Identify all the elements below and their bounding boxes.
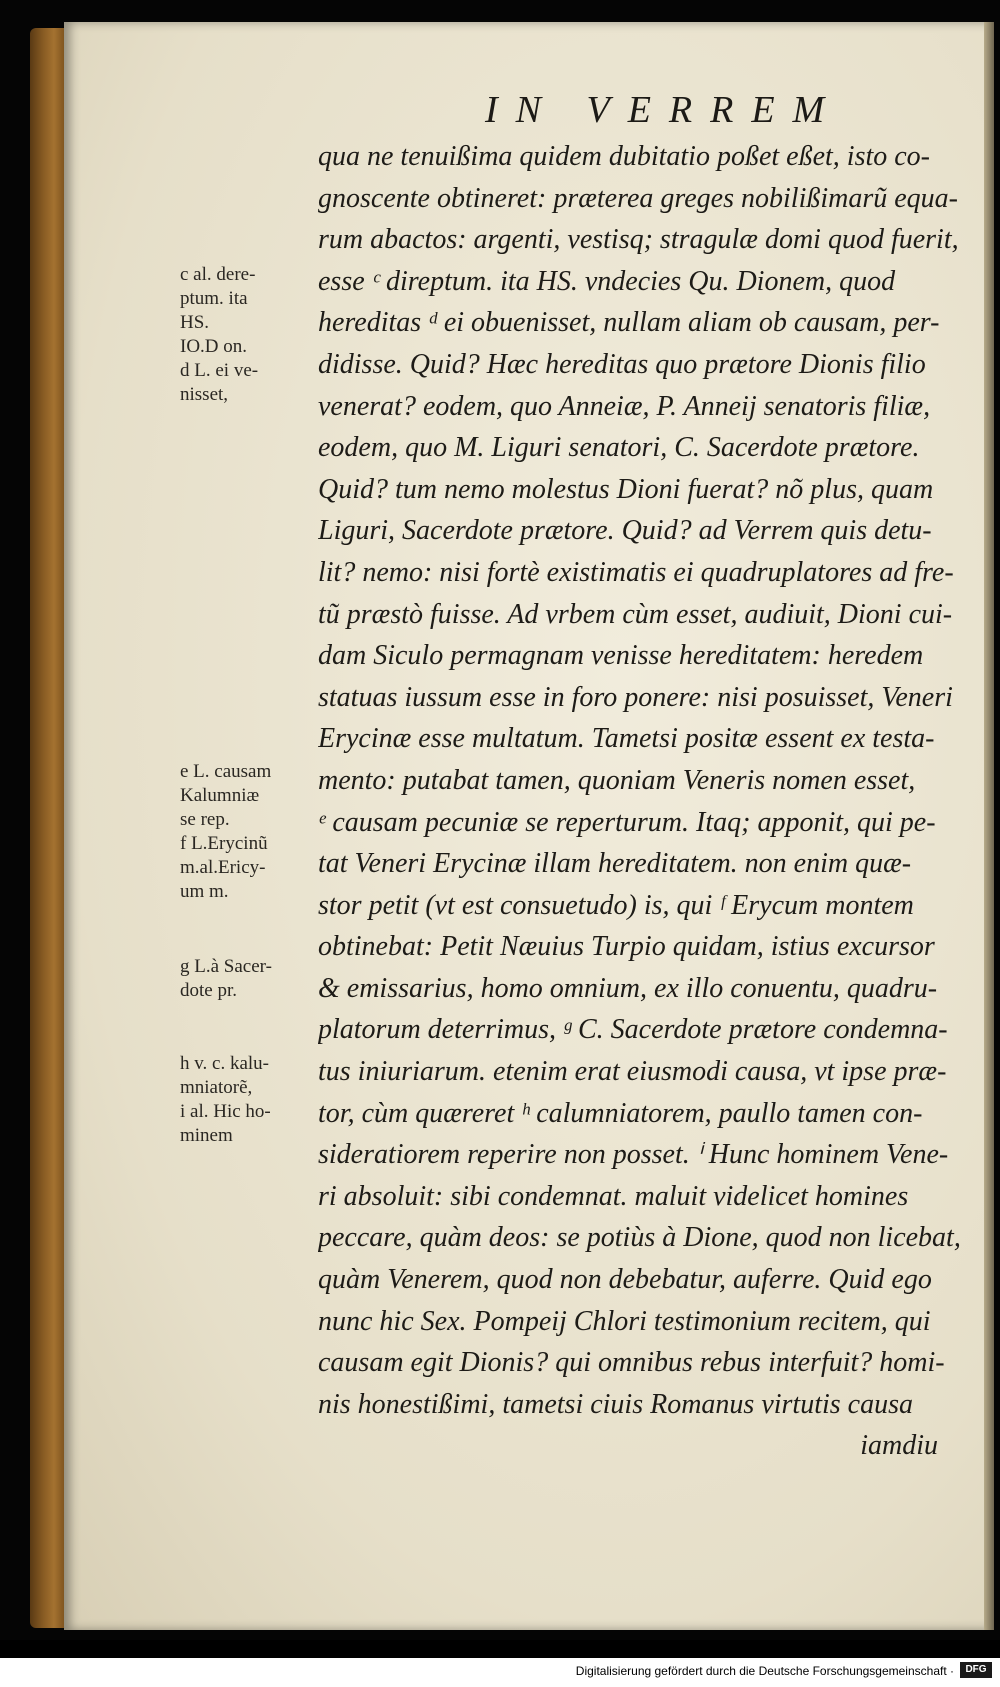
- text-line: causam egit Dionis? qui omnibus rebus interfuit? homi-: [318, 1347, 945, 1379]
- margin-note-line: dote pr.: [180, 980, 237, 1001]
- text-line: hereditas ᵈ ei obuenisset, nullam aliam ob causam, per-: [318, 307, 940, 339]
- text-line: tus iniuriarum. etenim erat eiusmodi causa, vt ipse præ-: [318, 1056, 947, 1088]
- text-line: tũ præstò fuisse. Ad vrbem cùm esset, audiuit, Dioni cui-: [318, 598, 953, 630]
- margin-note-h-i: [180, 1052, 330, 1148]
- margin-note-line: IO.D on.: [180, 336, 248, 357]
- text-line: nis honestißimi, tametsi ciuis Romanus virtutis causa: [318, 1388, 913, 1420]
- margin-note-line: m.al.Ericy-: [180, 857, 266, 878]
- text-line: Erycinæ esse multatum. Tametsi positæ essent ex testa-: [318, 723, 935, 755]
- text-line: mento: putabat tamen, quoniam Veneris nomen esset,: [318, 764, 916, 796]
- text-line: rum abactos: argenti, vestisq; stragulæ domi quod fuerit,: [318, 224, 959, 256]
- running-head: IN VERREM: [485, 89, 843, 131]
- margin-note-g: [180, 955, 330, 1003]
- margin-note-line: minem: [180, 1125, 233, 1146]
- text-line: obtinebat: Petit Næuius Turpio quidam, istius excursor: [318, 931, 935, 963]
- text-line: ᵉ causam pecuniæ se reperturum. Itaq; apponit, qui pe-: [318, 806, 936, 838]
- text-line: peccare, quàm deos: se potiùs à Dione, quod non licebat,: [318, 1222, 961, 1254]
- dfg-logo-icon: DFG: [960, 1662, 992, 1678]
- margin-note-line: nisset,: [180, 384, 229, 405]
- text-line: sideratiorem reperire non posset. ⁱ Hunc hominem Vene-: [318, 1139, 949, 1171]
- text-line: tat Veneri Erycinæ illam hereditatem. non enim quæ-: [318, 848, 912, 880]
- text-line: nunc hic Sex. Pompeij Chlori testimonium recitem, qui: [318, 1305, 931, 1337]
- text-line: eodem, quo M. Liguri senatori, C. Sacerdote prætore.: [318, 432, 920, 464]
- margin-note-line: e L. causam: [180, 761, 272, 782]
- text-line: dam Siculo permagnam venisse hereditatem: heredem: [318, 640, 924, 672]
- text-line: lit? nemo: nisi fortè existimatis ei quadruplatores ad fre-: [318, 556, 954, 588]
- margin-note-line: h v. c. kalu-: [180, 1053, 269, 1074]
- text-line: venerat? eodem, quo Anneiæ, P. Anneij senatoris filiæ,: [318, 390, 931, 422]
- text-line: platorum deterrimus, ᵍ C. Sacerdote prætore condemna-: [318, 1014, 948, 1046]
- text-line: & emissarius, homo omnium, ex illo conuentu, quadru-: [318, 972, 938, 1004]
- margin-note-line: Kalumniæ: [180, 785, 260, 806]
- margin-note-line: um m.: [180, 881, 229, 902]
- text-line: qua ne tenuißima quidem dubitatio poßet eßet, isto co-: [318, 141, 931, 172]
- margin-note-line: g L.à Sacer-: [180, 956, 272, 977]
- text-line: ri absoluit: sibi condemnat. maluit videlicet homines: [318, 1180, 909, 1212]
- page-fore-edge: [984, 22, 994, 1630]
- margin-note-line: d L. ei ve-: [180, 360, 259, 381]
- margin-note-line: mniatorẽ,: [180, 1077, 253, 1098]
- text-line: stor petit (vt est consuetudo) is, qui ᶠ Erycum montem: [318, 889, 914, 921]
- margin-note-line: HS.: [180, 312, 210, 333]
- margin-note-line: se rep.: [180, 809, 230, 830]
- body-text: [318, 136, 973, 1467]
- text-line: Quid? tum nemo molestus Dioni fuerat? nõ plus, quam: [318, 473, 934, 505]
- margin-note-line: f L.Erycinũ: [180, 833, 268, 854]
- footer-credit: Digitalisierung gefördert durch die Deutsche Forschungsgemeinschaft ·: [575, 1664, 954, 1678]
- margin-note-line: c al. dere-: [180, 264, 256, 285]
- text-line: esse ᶜ direptum. ita HS. vndecies Qu. Dionem, quod: [318, 265, 896, 297]
- catchword: iamdiu: [860, 1430, 938, 1462]
- text-line: gnoscente obtineret: præterea greges nobilißimarũ equa-: [318, 182, 958, 214]
- margin-note-c-d: [180, 263, 330, 407]
- text-line: didisse. Quid? Hæc hereditas quo prætore Dionis filio: [318, 348, 926, 380]
- margin-note-line: i al. Hic ho-: [180, 1101, 271, 1122]
- text-line: Liguri, Sacerdote prætore. Quid? ad Verrem quis detu-: [318, 515, 932, 547]
- text-line: quàm Venerem, quod non debebatur, auferre. Quid ego: [318, 1264, 932, 1296]
- margin-note-line: ptum. ita: [180, 288, 248, 309]
- margin-note-e-f: [180, 760, 330, 904]
- text-line: tor, cùm quæreret ʰ calumniatorem, paullo tamen con-: [318, 1097, 923, 1129]
- text-line: statuas iussum esse in foro ponere: nisi posuisset, Veneri: [318, 681, 953, 713]
